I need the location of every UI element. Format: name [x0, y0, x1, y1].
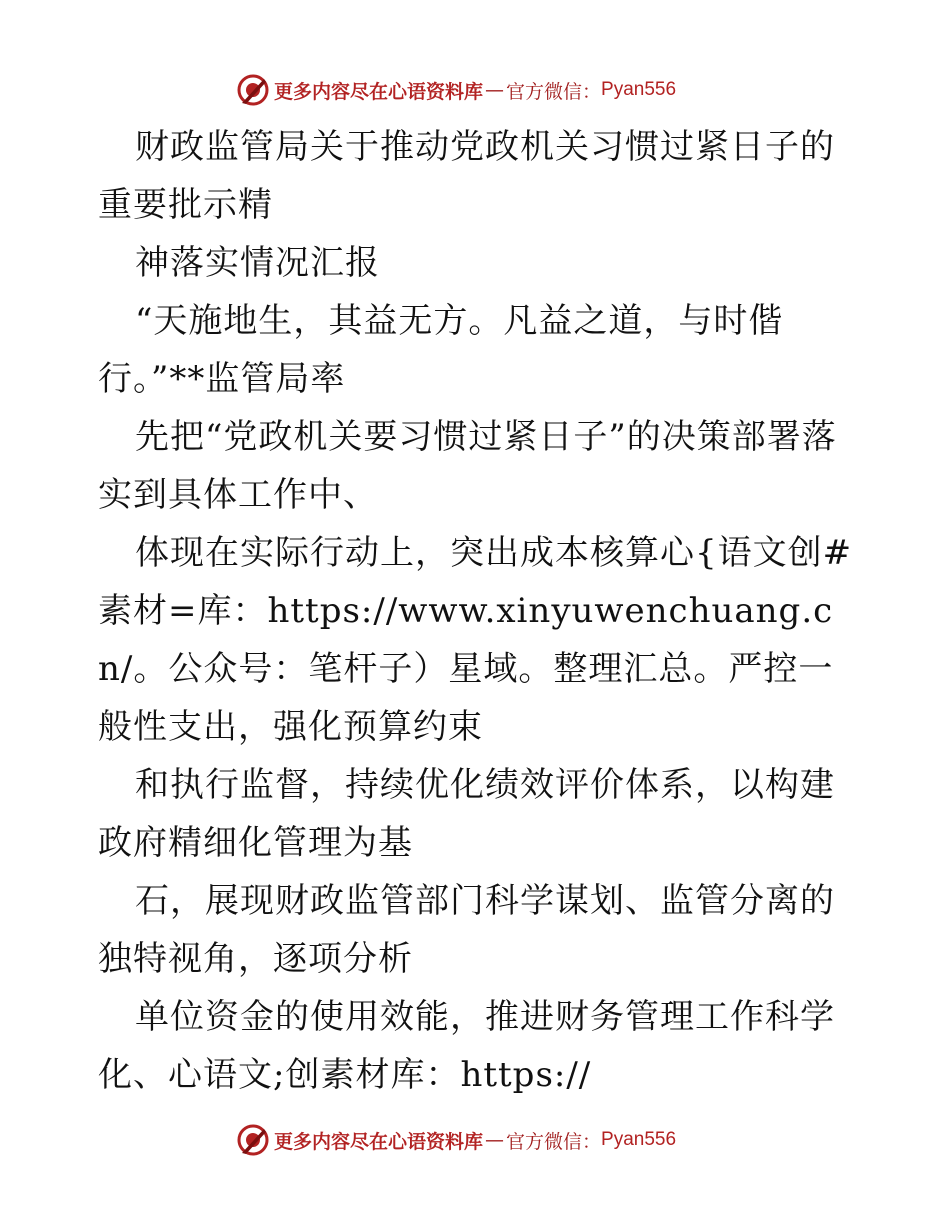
paragraph: 和执行监督，持续优化绩效评价体系，以构建政府精细化管理为基: [98, 765, 835, 863]
watermark-wechat-id: Pyan556: [601, 79, 677, 100]
paragraph: 石，展现财政监管部门科学谋划、监管分离的独特视角，逐项分析: [98, 881, 835, 979]
paragraph: 体现在实际行动上，突出成本核算心{语文创#素材=库：https://www.xinyuwenchuang.cn/。公众号：笔杆子）星域。整理汇总。严控一般性支出，强化预算约束: [98, 533, 853, 747]
quill-logo-icon: [236, 1123, 270, 1157]
watermark-wechat-label: 官方微信：: [506, 1130, 602, 1153]
paragraph: “天施地生，其益无方。凡益之道，与时偕行。”**监管局率: [98, 301, 784, 399]
watermark-separator: —: [485, 79, 505, 101]
header-watermark: [236, 73, 676, 107]
paragraph: 财政监管局关于推动党政机关习惯过紧日子的重要批示精: [98, 127, 835, 225]
paragraph: 单位资金的使用效能，推进财务管理工作科学化、心语文;创素材库：https://: [98, 997, 835, 1095]
watermark-separator: —: [485, 1129, 505, 1151]
quill-logo-icon: [236, 73, 270, 107]
watermark-wechat-id: Pyan556: [601, 1129, 677, 1150]
document-body: [98, 118, 858, 1104]
footer-watermark: [236, 1123, 676, 1157]
paragraph: 神落实情况汇报: [135, 243, 380, 283]
watermark-text: 更多内容尽在心语资料库: [274, 80, 484, 103]
watermark-wechat-label: 官方微信：: [506, 80, 602, 103]
paragraph: 先把“党政机关要习惯过紧日子”的决策部署落实到具体工作中、: [98, 417, 837, 515]
watermark-text: 更多内容尽在心语资料库: [274, 1130, 484, 1153]
